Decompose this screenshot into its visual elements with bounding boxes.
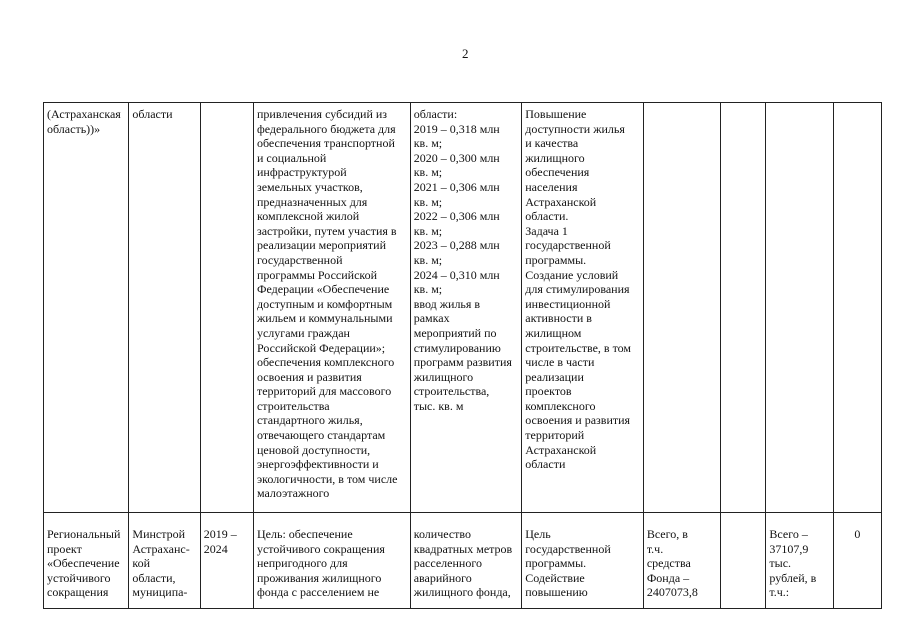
cell-goal: привлечения субсидий из федерального бюджета для обеспечения транспортной и социальной инфраструктурой земельных участков, предназначенных для комплексной жилой застройки, путем участия в реализации мероприятий государственной программы Российской Федерации «Обеспечение доступным и комфортным жильем и коммунальными услугами граждан Российской Федерации»; обеспечения комплексного освоения и развития территорий для массового строительства стандартного жилья, отвечающего стандартам ценовой доступности, энергоэффективности и экологичности, в том числе малоэтажного: [253, 103, 410, 513]
cell-last: [833, 103, 881, 513]
program-table: [43, 102, 882, 609]
cell-last: 0: [833, 513, 881, 609]
cell-responsible: области: [129, 103, 200, 513]
cell-total: [766, 103, 833, 513]
cell-program-link: Цель государственной программы. Содействие повышению: [522, 513, 644, 609]
cell-program-link: Повышение доступности жилья и качества жилищного обеспечения населения Астраханской области. Задача 1 государственной программы. Создание условий для стимулирования инвестиционной активности в жилищном строительстве, в том числе в части реализации проектов комплексного освоения и развития территорий Астраханской области: [522, 103, 644, 513]
cell-indicator: области: 2019 – 0,318 млн кв. м; 2020 – 0,300 млн кв. м; 2021 – 0,306 млн кв. м; 2022 – 0,306 млн кв. м; 2023 – 0,288 млн кв. м; 2024 – 0,310 млн кв. м; ввод жилья в рамках мероприятий по стимулированию программ развития жилищного строительства, тыс. кв. м: [410, 103, 522, 513]
cell-indicator: количество квадратных метров расселенного аварийного жилищного фонда,: [410, 513, 522, 609]
cell-empty: [721, 103, 766, 513]
cell-funding: Всего, в т.ч. средства Фонда – 2407073,8: [643, 513, 720, 609]
cell-empty: [721, 513, 766, 609]
cell-goal: Цель: обеспечение устойчивого сокращения непригодного для проживания жилищного фонда с расселением не: [253, 513, 410, 609]
cell-project-name: (Астраханская область))»: [44, 103, 129, 513]
table-row: [44, 513, 882, 609]
cell-project-name: Региональный проект «Обеспечение устойчивого сокращения: [44, 513, 129, 609]
cell-total: Всего – 37107,9 тыс. рублей, в т.ч.:: [766, 513, 833, 609]
cell-responsible: Минстрой Астраханс- кой области, муниципа-: [129, 513, 200, 609]
table-row: [44, 103, 882, 513]
cell-period: 2019 – 2024: [200, 513, 253, 609]
page-number: 2: [462, 46, 469, 61]
cell-period: [200, 103, 253, 513]
cell-funding: [643, 103, 720, 513]
